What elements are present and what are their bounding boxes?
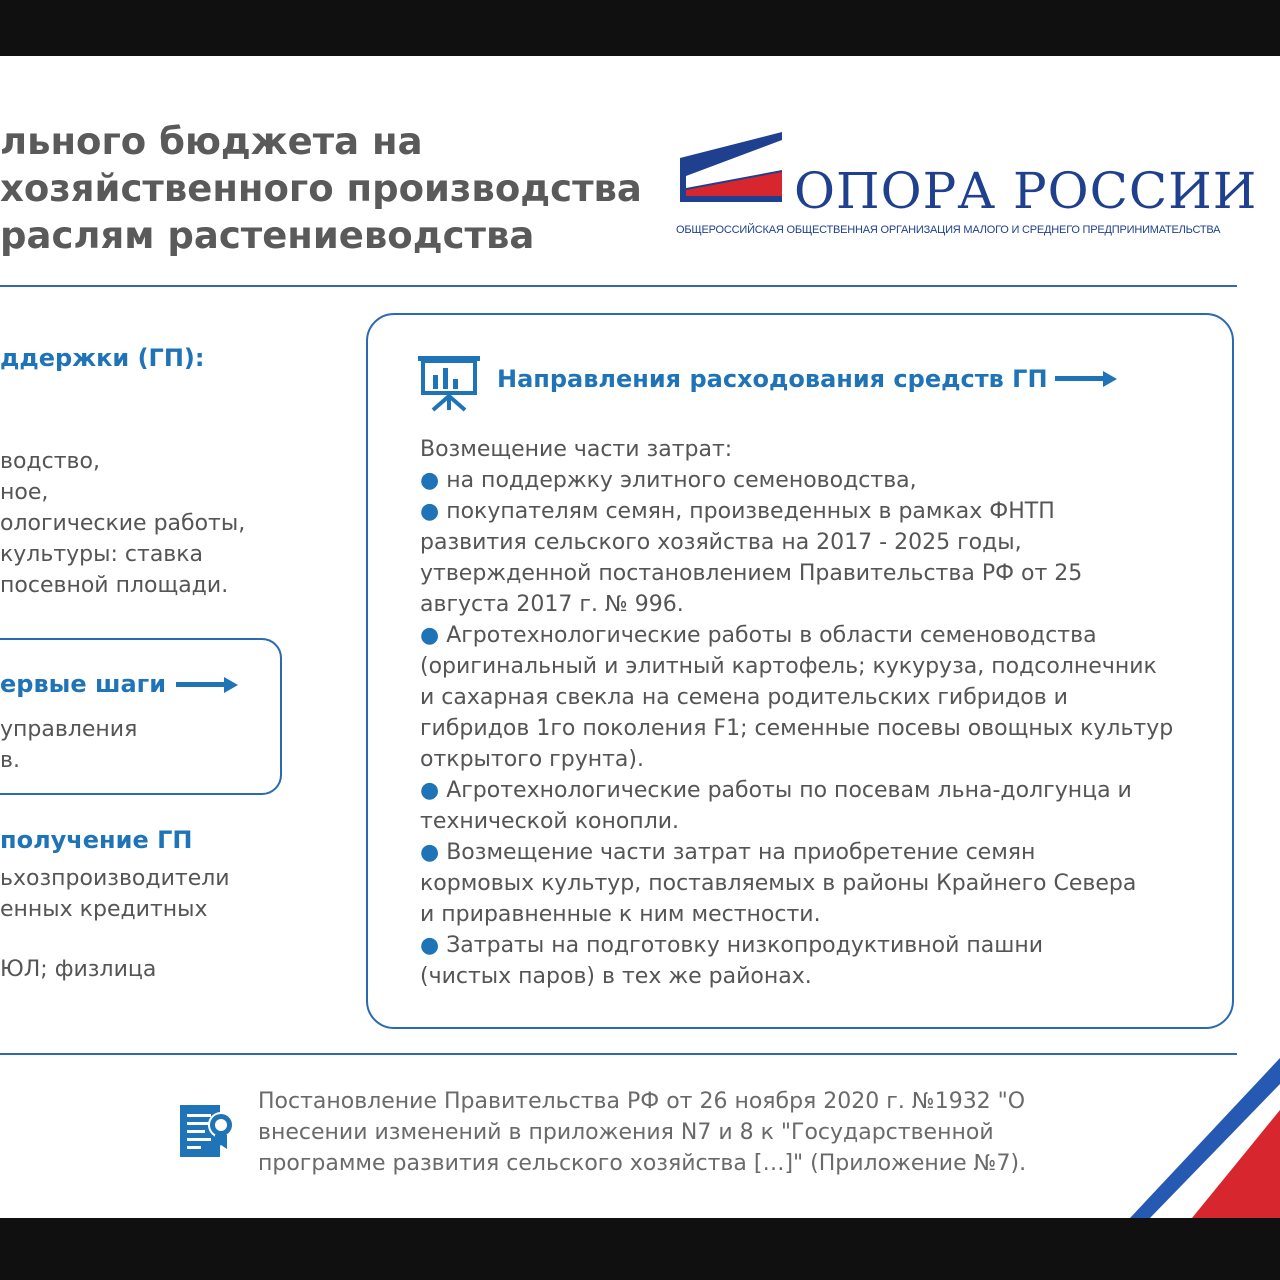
item-text: развития сельского хозяйства на 2017 - 2025 годы, <box>420 530 1022 555</box>
recipients-heading: получение ГП <box>0 826 193 854</box>
logo-name: ОПОРА РОССИИ <box>794 162 1258 220</box>
bullet-icon: ● <box>420 933 440 958</box>
footer-line: внесении изменений в приложения N7 и 8 к "Государственной <box>258 1120 994 1145</box>
bullet-icon: ● <box>420 623 440 648</box>
slide <box>0 56 1280 1218</box>
recipients-line: енных кредитных <box>0 897 208 922</box>
recipients-line: ЮЛ; физлица <box>0 957 157 982</box>
item-text: и сахарная свекла на семена родительских гибридов и <box>420 685 1068 710</box>
support-line: культуры: ставка <box>0 542 204 567</box>
list-item <box>420 930 1210 961</box>
arrow-right-icon <box>1055 371 1117 387</box>
item-text: покупателям семян, произведенных в рамках ФНТП <box>446 499 1055 524</box>
support-line: ное, <box>0 480 49 505</box>
item-text: (чистых паров) в тех же районах. <box>420 964 812 989</box>
item-text: августа 2017 г. № 996. <box>420 592 684 617</box>
list-item <box>420 837 1210 868</box>
item-text: Затраты на подготовку низкопродуктивной пашни <box>446 933 1044 958</box>
item-text: утвержденной постановлением Правительства РФ от 25 <box>420 561 1083 586</box>
support-line: посевной площади. <box>0 573 229 598</box>
document-certificate-icon <box>178 1101 236 1161</box>
support-line: ологические работы, <box>0 511 246 536</box>
title-line: раслям растениеводства <box>0 214 535 257</box>
bullet-icon: ● <box>420 468 440 493</box>
steps-heading: ервые шаги <box>0 670 167 698</box>
item-text: и приравненные к ним местности. <box>420 902 821 927</box>
intro-line: Возмещение части затрат: <box>420 437 733 462</box>
recipients-line: ьхозпроизводители <box>0 866 230 891</box>
item-text: открытого грунта). <box>420 747 644 772</box>
slide-title <box>0 118 640 259</box>
list-item <box>420 775 1210 806</box>
item-text: Агротехнологические работы в области семеноводства <box>446 623 1097 648</box>
flag-logo-icon <box>676 132 786 204</box>
list-item <box>420 496 1210 527</box>
recipients-line <box>0 925 230 954</box>
bullet-icon: ● <box>420 499 440 524</box>
item-text: гибридов 1го поколения F1; семенные посевы овощных культур <box>420 716 1174 741</box>
steps-line: в. <box>0 748 20 773</box>
spending-directions-heading: Направления расходования средств ГП <box>497 365 1048 393</box>
item-text: кормовых культур, поставляемых в районы Крайнего Севера <box>420 871 1137 896</box>
footer-line: Постановление Правительства РФ от 26 ноября 2020 г. №1932 "О <box>258 1089 1026 1114</box>
support-list <box>0 446 245 601</box>
bottom-divider <box>0 1053 1237 1055</box>
opora-logo <box>676 130 1258 250</box>
arrow-right-icon <box>176 677 238 693</box>
item-text: Возмещение части затрат на приобретение семян <box>446 840 1036 865</box>
support-line: водство, <box>0 449 100 474</box>
presentation-chart-icon <box>416 352 482 414</box>
item-text: технической конопли. <box>420 809 680 834</box>
bullet-icon: ● <box>420 778 440 803</box>
list-item <box>420 465 1210 496</box>
item-text: (оригинальный и элитный картофель; кукуруза, подсолнечник <box>420 654 1157 679</box>
steps-list <box>0 714 137 776</box>
logo-subtitle: ОБЩЕРОССИЙСКАЯ ОБЩЕСТВЕННАЯ ОРГАНИЗАЦИЯ МАЛОГО И СРЕДНЕГО ПРЕДПРИНИМАТЕЛЬСТВА <box>676 224 1221 236</box>
bullet-icon: ● <box>420 840 440 865</box>
support-heading: ддержки (ГП): <box>0 344 205 372</box>
footer-line: программе развития сельского хозяйства […]" (Приложение №7). <box>258 1151 1027 1176</box>
recipients-list <box>0 863 230 985</box>
item-text: на поддержку элитного семеноводства, <box>446 468 917 493</box>
footer-reference <box>258 1086 1026 1179</box>
list-item <box>420 620 1210 651</box>
title-line: хозяйственного производства <box>0 167 642 210</box>
spending-directions-list <box>420 434 1210 992</box>
item-text: Агротехнологические работы по посевам льна-долгунца и <box>446 778 1132 803</box>
title-line: льного бюджета на <box>0 120 423 163</box>
steps-line: управления <box>0 717 138 742</box>
flag-corner-decoration <box>1130 1058 1280 1218</box>
top-divider <box>0 285 1237 287</box>
